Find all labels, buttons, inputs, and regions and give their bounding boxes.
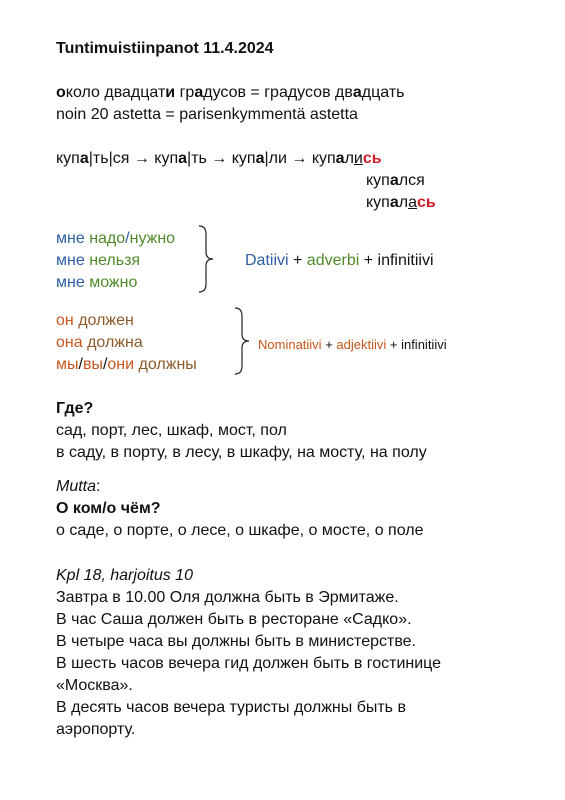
- verb-alt-feminine: [366, 192, 436, 214]
- text-run: мы: [56, 356, 79, 373]
- mutta-label: [56, 476, 100, 498]
- text-run: гр: [175, 84, 195, 101]
- nominative-line-2: [56, 332, 143, 354]
- text-run: лся: [398, 172, 425, 189]
- page-title: Tuntimuistiinpanot 11.4.2024: [56, 40, 274, 57]
- stress-letter: а: [79, 150, 89, 167]
- text-run: Mutta: [56, 478, 97, 495]
- text-run: |ли → куп: [264, 150, 336, 167]
- degrees-finnish-line: noin 20 astetta = parisenkymmentä astetta: [56, 106, 358, 123]
- text-run: можно: [89, 274, 138, 291]
- text-run: :: [96, 478, 101, 495]
- text-run: должны: [134, 356, 197, 373]
- text-run: |ть → куп: [187, 150, 256, 167]
- text-run: должен: [78, 312, 134, 329]
- text-run: +: [288, 252, 307, 269]
- stress-letter: а: [335, 150, 345, 167]
- text-run: /: [125, 230, 130, 247]
- stress-letter: а: [178, 150, 188, 167]
- exercise-line: Завтра в 10.00 Оля должна быть в Эрмитаже.: [56, 589, 399, 606]
- text-run: куп: [56, 150, 80, 167]
- exercise-line: В час Саша должен быть в ресторане «Садко».: [56, 611, 412, 628]
- text-run: надо: [89, 230, 126, 247]
- text-run: коло двадцат: [65, 84, 166, 101]
- nominative-formula: [258, 334, 447, 356]
- underlined-letter: а: [408, 194, 417, 211]
- stress-letter: а: [255, 150, 265, 167]
- text-run: он: [56, 312, 79, 329]
- reflexive-ending: сь: [417, 194, 436, 211]
- where-prepositional: в саду, в порту, в лесу, в шкафу, на мосту, на полу: [56, 444, 427, 461]
- dative-line-1: [56, 228, 175, 250]
- stress-letter: а: [389, 172, 399, 189]
- text-run: вы: [82, 356, 103, 373]
- exercise-line: В десять часов вечера туристы должны быть в: [56, 699, 406, 716]
- text-run: они: [107, 356, 135, 373]
- text-run: дусов = градусов дв: [203, 84, 353, 101]
- nominative-line-3: [56, 354, 197, 376]
- text-run: +: [321, 337, 337, 352]
- verb-forms-line: [56, 148, 382, 170]
- text-run: л: [398, 194, 409, 211]
- text-run: куп: [366, 194, 390, 211]
- text-run: adverbi: [306, 252, 360, 269]
- verb-alt-masculine: [366, 170, 425, 192]
- about-prepositional: о саде, о порте, о лесе, о шкафе, о мосте, о поле: [56, 522, 424, 539]
- exercise-line: «Москва».: [56, 677, 133, 694]
- dative-line-2: [56, 250, 140, 272]
- text-run: Datiivi: [245, 252, 289, 269]
- exercise-heading: Kpl 18, harjoitus 10: [56, 567, 193, 584]
- stress-letter: а: [194, 84, 204, 101]
- exercise-line: В четыре часа вы должны быть в министерстве.: [56, 633, 416, 650]
- text-run: /: [102, 356, 108, 373]
- dative-formula: [245, 250, 434, 272]
- underlined-letter: и: [353, 150, 363, 167]
- text-run: |ть|ся → куп: [88, 150, 179, 167]
- text-run: она: [56, 334, 88, 351]
- text-run: дцать: [361, 84, 405, 101]
- text-run: + infinitiivi: [359, 252, 434, 269]
- text-run: /: [78, 356, 83, 373]
- stress-letter: а: [389, 194, 399, 211]
- right-brace-icon: [232, 306, 254, 376]
- degrees-russian-line: [56, 82, 404, 104]
- where-heading: Где?: [56, 400, 94, 417]
- stress-letter: о: [56, 84, 66, 101]
- text-run: мне: [56, 274, 90, 291]
- text-run: должна: [87, 334, 143, 351]
- text-run: Nominatiivi: [258, 337, 322, 352]
- text-run: л: [344, 150, 354, 167]
- about-whom-heading: О ком/о чём?: [56, 500, 161, 517]
- text-run: + infinitiivi: [386, 337, 447, 352]
- text-run: мне: [56, 230, 90, 247]
- nominative-line-1: [56, 310, 134, 332]
- text-run: куп: [366, 172, 390, 189]
- text-run: нужно: [129, 230, 176, 247]
- exercise-line: В шесть часов вечера гид должен быть в гостинице: [56, 655, 442, 672]
- text-run: мне: [56, 252, 90, 269]
- stress-letter: а: [352, 84, 362, 101]
- where-nouns: сад, порт, лес, шкаф, мост, пол: [56, 422, 287, 439]
- right-brace-icon: [196, 224, 218, 294]
- reflexive-ending: сь: [362, 150, 382, 167]
- exercise-line: аэропорту.: [56, 721, 136, 738]
- text-run: нельзя: [89, 252, 141, 269]
- dative-line-3: [56, 272, 137, 294]
- text-run: adjektiivi: [336, 337, 387, 352]
- stress-letter: и: [165, 84, 176, 101]
